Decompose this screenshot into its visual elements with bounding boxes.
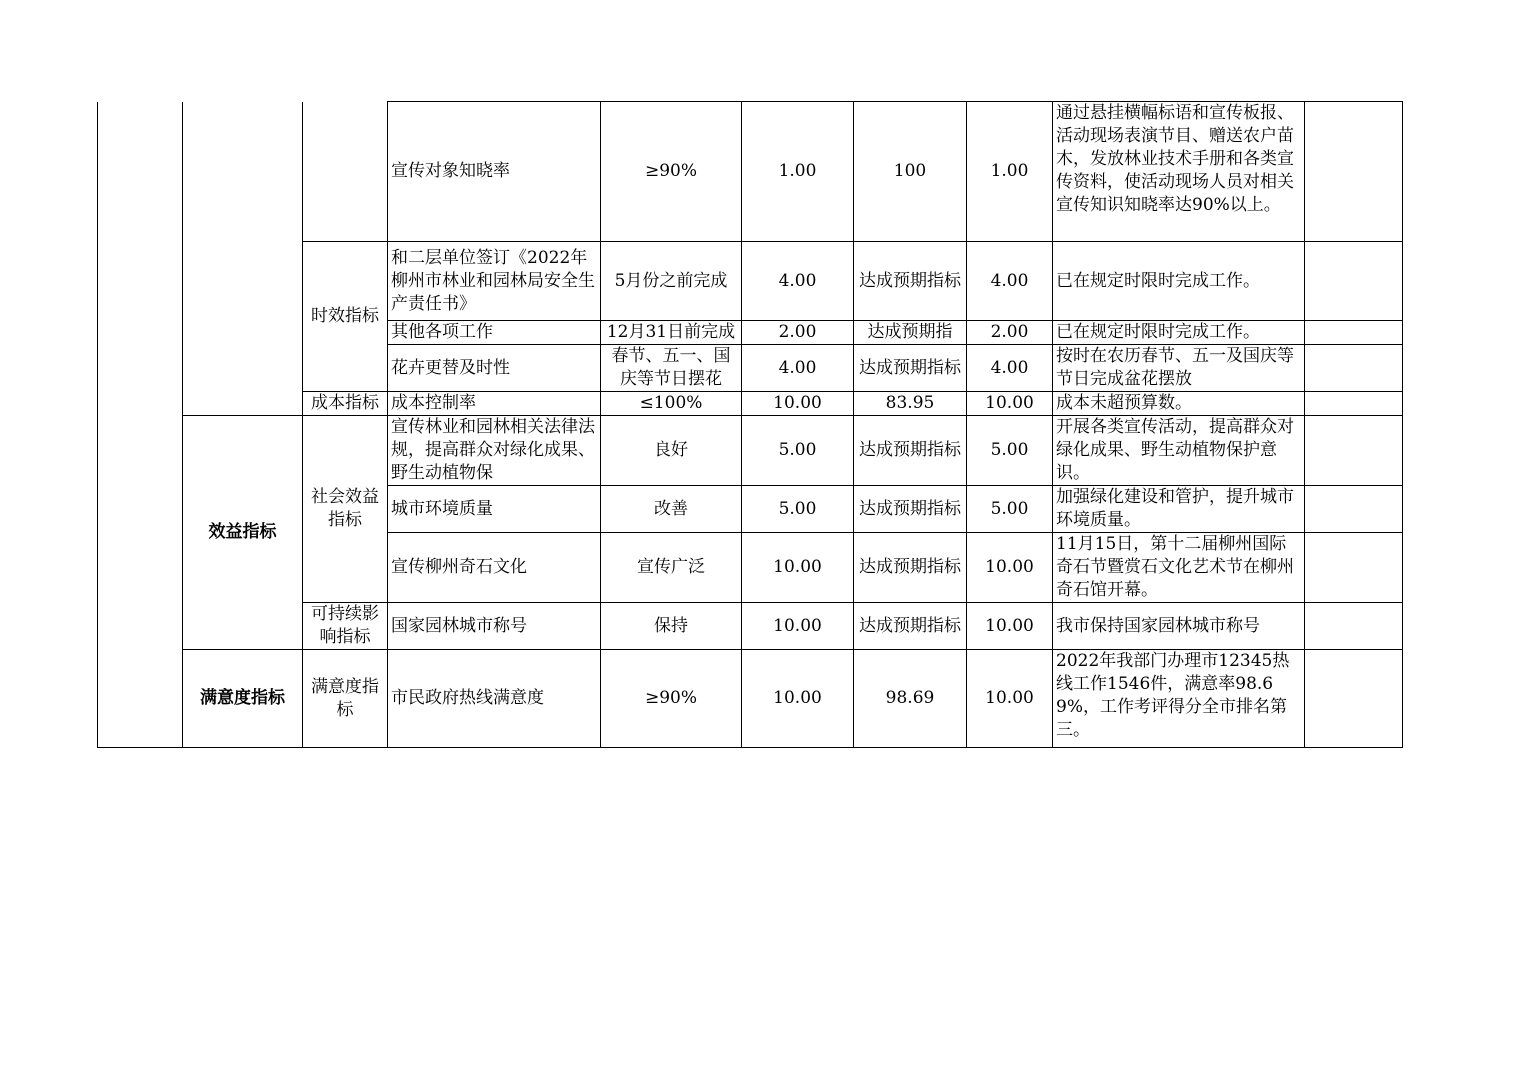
indicator-cell: 其他各项工作 xyxy=(388,321,601,345)
weight-cell: 4.00 xyxy=(742,345,854,392)
group-satisfaction: 满意度指标 xyxy=(183,650,303,748)
weight-cell: 4.00 xyxy=(742,242,854,321)
remark-cell: 11月15日，第十二届柳州国际奇石节暨赏石文化艺术节在柳州奇石馆开幕。 xyxy=(1053,533,1305,603)
score-cell: 5.00 xyxy=(967,486,1053,533)
extra-cell xyxy=(1305,392,1403,416)
target-cell: 12月31日前完成 xyxy=(601,321,742,345)
target-cell: 改善 xyxy=(601,486,742,533)
actual-cell: 达成预期指标 xyxy=(854,416,967,486)
extra-cell xyxy=(1305,486,1403,533)
weight-cell: 10.00 xyxy=(742,392,854,416)
actual-cell: 达成预期指标 xyxy=(854,486,967,533)
extra-cell xyxy=(1305,603,1403,650)
extra-cell xyxy=(1305,416,1403,486)
score-cell: 10.00 xyxy=(967,533,1053,603)
weight-cell: 2.00 xyxy=(742,321,854,345)
weight-cell: 10.00 xyxy=(742,650,854,748)
actual-cell: 达成预期指标 xyxy=(854,242,967,321)
extra-cell xyxy=(1305,102,1403,242)
indicator-cell: 成本控制率 xyxy=(388,392,601,416)
indicator-cell: 和二层单位签订《2022年柳州市林业和园林局安全生产责任书》 xyxy=(388,242,601,321)
indicator-cell: 宣传柳州奇石文化 xyxy=(388,533,601,603)
remark-cell: 通过悬挂横幅标语和宣传板报、活动现场表演节目、赠送农户苗木，发放林业技术手册和各类宣传资料，使活动现场人员对相关宣传知识知晓率达90%以上。 xyxy=(1053,102,1305,242)
subgroup-sustainable: 可持续影响指标 xyxy=(303,603,388,650)
extra-cell xyxy=(1305,650,1403,748)
weight-cell: 5.00 xyxy=(742,416,854,486)
extra-cell xyxy=(1305,321,1403,345)
blank-cell xyxy=(183,102,303,416)
indicator-cell: 市民政府热线满意度 xyxy=(388,650,601,748)
subgroup-social: 社会效益指标 xyxy=(303,416,388,603)
indicator-cell: 花卉更替及时性 xyxy=(388,345,601,392)
weight-cell: 10.00 xyxy=(742,603,854,650)
remark-cell: 成本未超预算数。 xyxy=(1053,392,1305,416)
remark-cell: 2022年我部门办理市12345热线工作1546件，满意率98.69%，工作考评得分全市排名第三。 xyxy=(1053,650,1305,748)
actual-cell: 达成预期指标 xyxy=(854,603,967,650)
target-cell: ≥90% xyxy=(601,650,742,748)
weight-cell: 5.00 xyxy=(742,486,854,533)
performance-indicator-table xyxy=(97,101,1403,748)
score-cell: 5.00 xyxy=(967,416,1053,486)
actual-cell: 达成预期指标 xyxy=(854,345,967,392)
score-cell: 4.00 xyxy=(967,242,1053,321)
indicator-cell: 城市环境质量 xyxy=(388,486,601,533)
remark-cell: 按时在农历春节、五一及国庆等节日完成盆花摆放 xyxy=(1053,345,1305,392)
target-cell: 宣传广泛 xyxy=(601,533,742,603)
remark-cell: 已在规定时限时完成工作。 xyxy=(1053,242,1305,321)
target-cell: ≥90% xyxy=(601,102,742,242)
extra-cell xyxy=(1305,533,1403,603)
indicator-cell: 宣传对象知晓率 xyxy=(388,102,601,242)
extra-cell xyxy=(1305,242,1403,321)
actual-cell: 98.69 xyxy=(854,650,967,748)
score-cell: 4.00 xyxy=(967,345,1053,392)
table-row xyxy=(98,102,1403,242)
actual-cell: 达成预期指 xyxy=(854,321,967,345)
actual-cell: 达成预期指标 xyxy=(854,533,967,603)
subgroup-satisfaction: 满意度指标 xyxy=(303,650,388,748)
remark-cell: 我市保持国家园林城市称号 xyxy=(1053,603,1305,650)
blank-cell xyxy=(98,102,183,748)
indicator-cell: 宣传林业和园林相关法律法规，提高群众对绿化成果、野生动植物保 xyxy=(388,416,601,486)
target-cell: 良好 xyxy=(601,416,742,486)
remark-cell: 开展各类宣传活动，提高群众对绿化成果、野生动植物保护意识。 xyxy=(1053,416,1305,486)
score-cell: 10.00 xyxy=(967,392,1053,416)
score-cell: 10.00 xyxy=(967,603,1053,650)
target-cell: 5月份之前完成 xyxy=(601,242,742,321)
weight-cell: 1.00 xyxy=(742,102,854,242)
actual-cell: 100 xyxy=(854,102,967,242)
indicator-cell: 国家园林城市称号 xyxy=(388,603,601,650)
score-cell: 10.00 xyxy=(967,650,1053,748)
target-cell: 春节、五一、国庆等节日摆花 xyxy=(601,345,742,392)
extra-cell xyxy=(1305,345,1403,392)
blank-cell xyxy=(303,102,388,242)
subgroup-timeliness: 时效指标 xyxy=(303,242,388,392)
table-row xyxy=(98,650,1403,748)
weight-cell: 10.00 xyxy=(742,533,854,603)
group-benefit: 效益指标 xyxy=(183,416,303,650)
subgroup-cost: 成本指标 xyxy=(303,392,388,416)
actual-cell: 83.95 xyxy=(854,392,967,416)
remark-cell: 加强绿化建设和管护，提升城市环境质量。 xyxy=(1053,486,1305,533)
score-cell: 2.00 xyxy=(967,321,1053,345)
target-cell: 保持 xyxy=(601,603,742,650)
table-row xyxy=(98,416,1403,486)
target-cell: ≤100% xyxy=(601,392,742,416)
remark-cell: 已在规定时限时完成工作。 xyxy=(1053,321,1305,345)
score-cell: 1.00 xyxy=(967,102,1053,242)
